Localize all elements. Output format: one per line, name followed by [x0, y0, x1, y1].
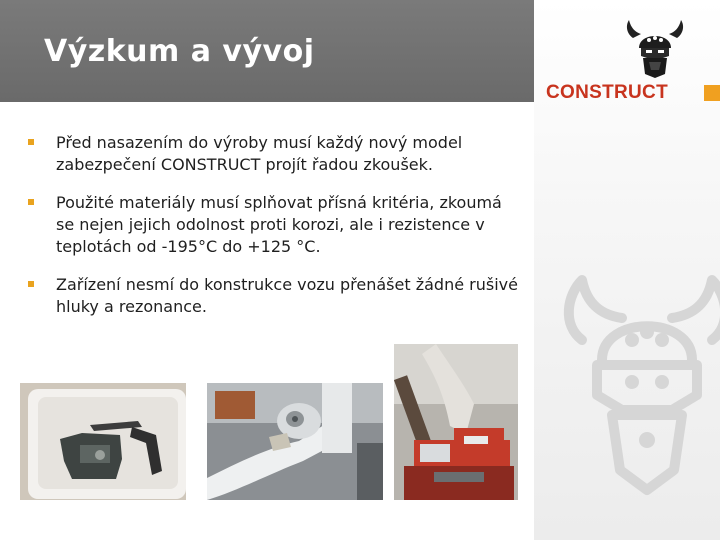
slide-title: Výzkum a vývoj [44, 34, 315, 69]
vise-test-photo [394, 344, 518, 500]
viking-watermark-icon [562, 270, 720, 520]
bullet-item [28, 132, 518, 176]
viking-helmet-icon [545, 20, 720, 82]
bullet-text: Použité materiály musí splňovat přísná kritéria, zkoumá se nejen jejich odolnost proti korozi, ale i rezistence v teplotách od -195°C do +125 °C. [56, 193, 502, 256]
corroded-lock-photo [207, 383, 383, 500]
bullet-list [28, 132, 518, 334]
header-band [0, 0, 534, 102]
bullet-marker [28, 139, 34, 145]
lock-parts-in-tub-photo [20, 383, 186, 500]
bullet-text: Před nasazením do výroby musí každý nový model zabezpečení CONSTRUCT projít řadou zkoušek. [56, 133, 463, 174]
bullet-marker [28, 199, 34, 205]
brand-accent-square [704, 85, 720, 101]
construct-logo [545, 20, 720, 110]
bullet-item [28, 274, 518, 318]
bullet-item [28, 192, 518, 258]
bullet-text: Zařízení nesmí do konstrukce vozu přenášet žádné rušivé hluky a rezonance. [56, 275, 518, 316]
brand-name: CONSTRUCT [546, 82, 668, 103]
bullet-marker [28, 281, 34, 287]
